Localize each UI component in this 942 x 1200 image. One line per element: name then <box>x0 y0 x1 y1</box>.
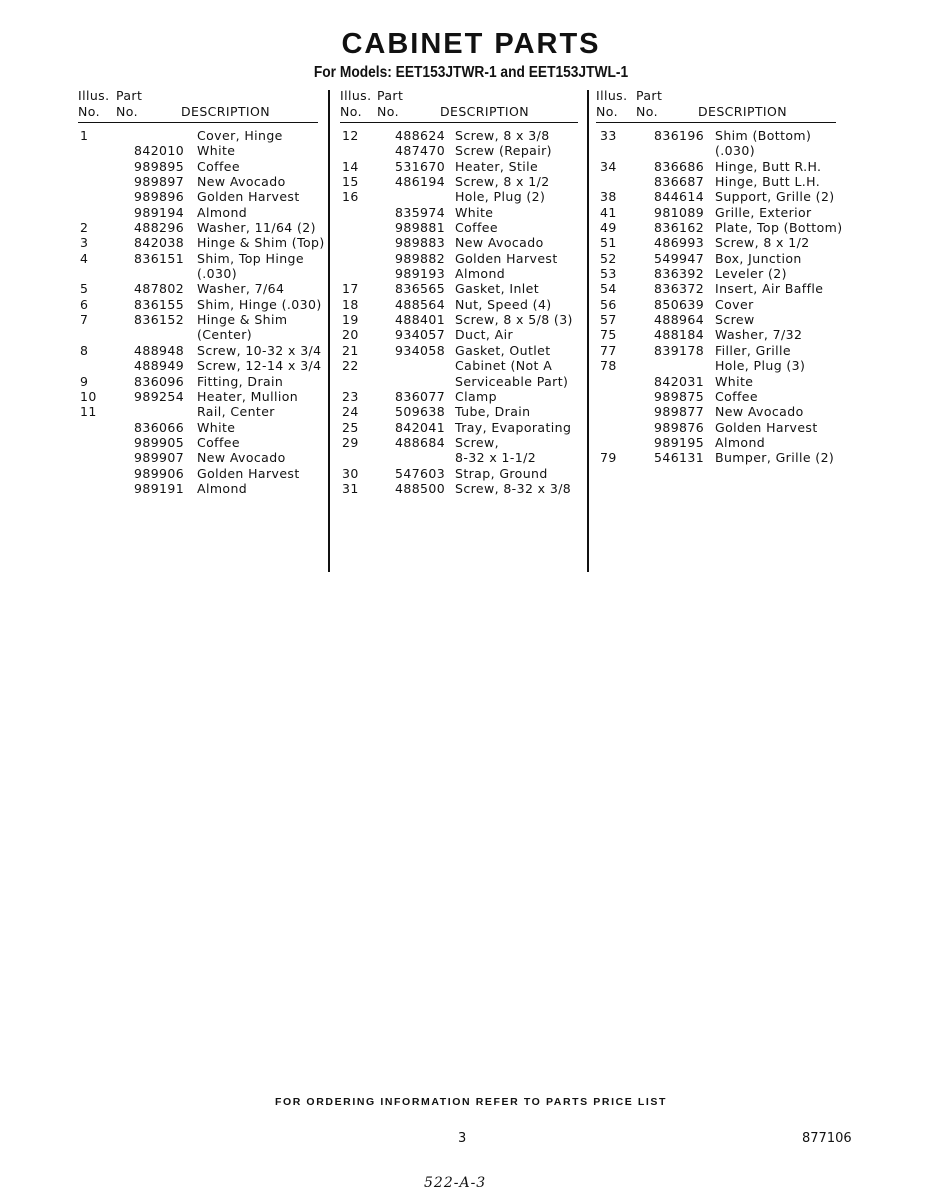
part-description: Fitting, Drain <box>197 373 284 389</box>
part-number: 989895 <box>134 158 185 174</box>
part-number: 989907 <box>134 450 185 466</box>
part-row <box>340 266 578 281</box>
part-description: New Avocado <box>197 174 286 190</box>
parts-column-1 <box>78 88 325 496</box>
part-description: Screw, <box>455 434 499 450</box>
part-row <box>78 466 318 481</box>
part-row <box>340 358 578 373</box>
part-number: 989882 <box>395 250 446 266</box>
part-row <box>78 189 318 204</box>
part-number: 989876 <box>654 419 705 435</box>
illus-number: 41 <box>600 204 617 220</box>
part-row <box>340 374 578 389</box>
part-description: Hinge, Butt R.H. <box>715 158 822 174</box>
part-row <box>596 266 836 281</box>
part-row <box>78 450 318 465</box>
part-description: Screw, 8 x 3/8 <box>455 128 550 143</box>
part-row <box>340 281 578 296</box>
part-number: 531670 <box>395 158 446 174</box>
illus-no-header: No. <box>78 104 100 119</box>
part-description: 8-32 x 1-1/2 <box>455 450 537 466</box>
page-title: CABINET PARTS <box>341 28 601 60</box>
part-number: 989905 <box>134 434 185 450</box>
part-row <box>340 327 578 342</box>
part-row <box>596 312 836 327</box>
page-number: 3 <box>458 1131 467 1146</box>
part-number: 488500 <box>395 480 446 496</box>
part-number: 989883 <box>395 235 446 251</box>
part-number: 989254 <box>134 388 185 404</box>
illus-header-label: Illus. <box>596 88 628 103</box>
illus-number: 2 <box>80 220 89 236</box>
part-number: 488564 <box>395 296 446 312</box>
part-description: Cover, Hinge <box>197 128 283 143</box>
part-number: 844614 <box>654 189 705 205</box>
illus-number: 24 <box>342 404 359 420</box>
part-number: 836687 <box>654 174 705 190</box>
part-description: Cabinet (Not A <box>455 358 553 374</box>
part-row <box>596 404 836 419</box>
illus-no-header: No. <box>340 104 362 119</box>
part-row <box>78 235 325 251</box>
part-number: 836152 <box>134 312 185 328</box>
ordering-info-footer: FOR ORDERING INFORMATION REFER TO PARTS PRICE LIST <box>274 1096 668 1108</box>
part-row <box>596 327 836 342</box>
illus-number: 8 <box>80 342 89 358</box>
part-number: 989193 <box>395 266 446 282</box>
part-row <box>596 235 836 250</box>
part-row <box>340 466 578 481</box>
part-number: 488624 <box>395 128 446 143</box>
part-row <box>340 143 578 158</box>
part-no-header: No. <box>116 104 138 119</box>
part-row <box>596 420 836 435</box>
part-description: Washer, 7/64 <box>197 281 285 297</box>
part-row <box>596 143 836 158</box>
part-number: 546131 <box>654 450 705 466</box>
part-description: (Center) <box>197 327 253 343</box>
part-row <box>596 374 836 389</box>
part-description: Golden Harvest <box>197 189 300 205</box>
part-description: Screw (Repair) <box>455 143 552 159</box>
illus-number: 25 <box>342 419 359 435</box>
part-description: Tube, Drain <box>455 404 531 420</box>
part-description: Screw, 8 x 1/2 <box>455 174 550 190</box>
illus-no-header: No. <box>596 104 618 119</box>
part-row <box>78 159 318 174</box>
illus-number: 23 <box>342 388 359 404</box>
illus-number: 3 <box>80 235 89 251</box>
part-number: 487470 <box>395 143 446 159</box>
part-description: Screw <box>715 312 755 328</box>
part-row <box>78 281 318 296</box>
part-description: Almond <box>197 204 248 220</box>
part-number: 836392 <box>654 266 705 282</box>
part-number: 547603 <box>395 465 446 481</box>
part-row <box>340 481 578 496</box>
part-row <box>78 296 322 312</box>
illus-number: 7 <box>80 312 89 328</box>
part-row <box>596 450 836 465</box>
part-description: White <box>197 419 236 435</box>
part-number: 989875 <box>654 388 705 404</box>
part-row <box>340 312 578 327</box>
illus-number: 18 <box>342 296 359 312</box>
part-header-label: Part <box>636 88 663 103</box>
part-row <box>340 235 578 250</box>
part-row <box>596 220 843 236</box>
part-row <box>78 128 318 143</box>
parts-column-2 <box>340 88 578 496</box>
part-description: Almond <box>715 434 766 450</box>
illus-number: 16 <box>342 189 359 205</box>
part-row <box>78 266 318 281</box>
part-row <box>340 297 578 312</box>
handwritten-note: 522-A-3 <box>424 1175 487 1191</box>
part-number: 836162 <box>654 220 705 236</box>
part-description: Leveler (2) <box>715 266 787 282</box>
description-header: DESCRIPTION <box>181 104 271 119</box>
part-row <box>596 343 836 358</box>
part-row <box>340 404 578 419</box>
part-description: Box, Junction <box>715 250 802 266</box>
part-number: 835974 <box>395 204 446 220</box>
part-number: 488184 <box>654 327 705 343</box>
part-description: Heater, Mullion <box>197 388 299 404</box>
part-row <box>78 389 318 404</box>
part-number: 842041 <box>395 419 446 435</box>
part-description: Washer, 7/32 <box>715 327 803 343</box>
part-row <box>340 420 578 435</box>
part-row <box>340 159 578 174</box>
part-description: Coffee <box>715 388 758 404</box>
illus-number: 75 <box>600 327 617 343</box>
part-row <box>596 281 836 296</box>
part-description: Heater, Stile <box>455 158 539 174</box>
illus-number: 15 <box>342 174 359 190</box>
part-number: 989194 <box>134 204 185 220</box>
part-number: 836155 <box>134 296 185 312</box>
part-description: Strap, Ground <box>455 465 548 481</box>
part-number: 989191 <box>134 480 185 496</box>
part-number: 836565 <box>395 281 446 297</box>
models-subtitle: For Models: EET153JTWR-1 and EET153JTWL-1 <box>313 64 629 81</box>
part-description: New Avocado <box>197 450 286 466</box>
part-number: 836151 <box>134 250 185 266</box>
illus-number: 4 <box>80 250 89 266</box>
part-row <box>340 189 578 204</box>
part-number: 836077 <box>395 388 446 404</box>
part-description: Coffee <box>197 434 240 450</box>
part-number: 488949 <box>134 358 185 374</box>
illus-number: 38 <box>600 189 617 205</box>
part-row <box>596 205 836 220</box>
part-row <box>340 251 578 266</box>
part-description: Screw, 8-32 x 3/8 <box>455 480 572 496</box>
part-row <box>78 404 318 419</box>
illus-number: 9 <box>80 373 89 389</box>
part-row <box>78 374 318 389</box>
part-number: 842031 <box>654 373 705 389</box>
part-no-header: No. <box>636 104 658 119</box>
column-divider <box>328 90 330 572</box>
part-description: Coffee <box>455 220 498 236</box>
part-number: 836096 <box>134 373 185 389</box>
part-number: 850639 <box>654 296 705 312</box>
part-description: Hole, Plug (2) <box>455 189 546 205</box>
part-number: 488964 <box>654 312 705 328</box>
parts-rows <box>340 123 578 496</box>
part-description: Almond <box>455 266 506 282</box>
part-description: Hinge & Shim (Top) <box>197 235 325 251</box>
illus-number: 57 <box>600 312 617 328</box>
part-number: 486194 <box>395 174 446 190</box>
part-row <box>596 159 836 174</box>
part-number: 989877 <box>654 404 705 420</box>
parts-rows <box>78 123 325 496</box>
part-number: 981089 <box>654 204 705 220</box>
illus-number: 12 <box>342 128 359 143</box>
illus-header-label: Illus. <box>340 88 372 103</box>
part-number: 934057 <box>395 327 446 343</box>
part-description: Washer, 11/64 (2) <box>197 220 316 236</box>
part-row <box>78 435 318 450</box>
illus-number: 54 <box>600 281 617 297</box>
part-description: Plate, Top (Bottom) <box>715 220 843 236</box>
part-header-label: Part <box>377 88 404 103</box>
illus-number: 17 <box>342 281 359 297</box>
part-row <box>78 251 318 266</box>
part-description: Shim, Hinge (.030) <box>197 296 322 312</box>
part-description: Nut, Speed (4) <box>455 296 552 312</box>
part-description: Gasket, Inlet <box>455 281 540 297</box>
part-row <box>340 450 578 465</box>
part-description: New Avocado <box>715 404 804 420</box>
illus-number: 11 <box>80 404 97 420</box>
part-row <box>78 312 318 327</box>
part-row <box>78 342 322 358</box>
illus-number: 1 <box>80 128 89 143</box>
part-description: Golden Harvest <box>455 250 558 266</box>
part-row <box>340 435 578 450</box>
part-row <box>340 128 578 143</box>
illus-number: 51 <box>600 235 617 251</box>
illus-number: 22 <box>342 358 359 374</box>
part-row <box>596 189 836 204</box>
parts-rows <box>596 123 843 466</box>
part-row <box>78 174 318 189</box>
part-row <box>596 389 836 404</box>
part-row <box>340 174 578 189</box>
illus-number: 20 <box>342 327 359 343</box>
part-description: Hole, Plug (3) <box>715 358 806 374</box>
part-description: Tray, Evaporating <box>455 419 572 435</box>
illus-number: 29 <box>342 434 359 450</box>
illus-header-label: Illus. <box>78 88 110 103</box>
part-row <box>340 220 578 235</box>
part-description: White <box>455 204 494 220</box>
part-row <box>340 343 578 358</box>
part-description: Screw, 8 x 1/2 <box>715 235 810 251</box>
description-header: DESCRIPTION <box>440 104 530 119</box>
illus-number: 56 <box>600 296 617 312</box>
part-number: 488401 <box>395 312 446 328</box>
illus-number: 78 <box>600 358 617 374</box>
part-row <box>340 205 578 220</box>
part-row <box>78 327 318 342</box>
part-description: New Avocado <box>455 235 544 251</box>
part-number: 487802 <box>134 281 185 297</box>
part-description: White <box>197 143 236 159</box>
part-number: 989195 <box>654 434 705 450</box>
part-no-header: No. <box>377 104 399 119</box>
part-description: Screw, 10-32 x 3/4 <box>197 342 322 358</box>
illus-number: 33 <box>600 128 617 143</box>
part-row <box>78 220 318 235</box>
part-row <box>596 251 836 266</box>
part-description: Coffee <box>197 158 240 174</box>
part-number: 488296 <box>134 220 185 236</box>
illus-number: 79 <box>600 450 617 466</box>
part-description: Filler, Grille <box>715 342 792 358</box>
part-row <box>596 435 836 450</box>
illus-number: 19 <box>342 312 359 328</box>
part-row <box>78 358 322 374</box>
illus-number: 31 <box>342 480 359 496</box>
part-number: 488684 <box>395 434 446 450</box>
part-description: Gasket, Outlet <box>455 342 551 358</box>
part-description: Golden Harvest <box>715 419 818 435</box>
part-description: Hinge, Butt L.H. <box>715 174 821 190</box>
illus-number: 49 <box>600 220 617 236</box>
part-row <box>596 358 836 373</box>
part-description: (.030) <box>715 143 755 159</box>
part-number: 509638 <box>395 404 446 420</box>
part-number: 488948 <box>134 342 185 358</box>
illus-number: 21 <box>342 342 359 358</box>
part-number: 836686 <box>654 158 705 174</box>
illus-number: 34 <box>600 158 617 174</box>
part-description: Duct, Air <box>455 327 514 343</box>
part-description: Serviceable Part) <box>455 373 569 389</box>
part-number: 836196 <box>654 128 705 143</box>
illus-number: 77 <box>600 342 617 358</box>
part-number: 842038 <box>134 235 185 251</box>
document-number: 877106 <box>802 1131 852 1146</box>
part-number: 836372 <box>654 281 705 297</box>
part-description: Bumper, Grille (2) <box>715 450 835 466</box>
part-description: Screw, 8 x 5/8 (3) <box>455 312 573 328</box>
part-number: 989881 <box>395 220 446 236</box>
part-row <box>78 143 318 158</box>
part-description: Shim, Top Hinge <box>197 250 304 266</box>
part-description: Hinge & Shim <box>197 312 288 328</box>
part-header-label: Part <box>116 88 143 103</box>
part-description: White <box>715 373 754 389</box>
illus-number: 6 <box>80 296 89 312</box>
part-description: Cover <box>715 296 754 312</box>
part-description: Almond <box>197 480 248 496</box>
part-description: (.030) <box>197 266 237 282</box>
illus-number: 53 <box>600 266 617 282</box>
part-row <box>78 420 318 435</box>
part-number: 549947 <box>654 250 705 266</box>
part-description: Support, Grille (2) <box>715 189 835 205</box>
part-description: Grille, Exterior <box>715 204 812 220</box>
description-header: DESCRIPTION <box>698 104 788 119</box>
part-row <box>596 297 836 312</box>
part-description: Clamp <box>455 388 497 404</box>
part-number: 989896 <box>134 189 185 205</box>
part-row <box>340 389 578 404</box>
part-number: 989906 <box>134 465 185 481</box>
illus-number: 30 <box>342 465 359 481</box>
part-description: Insert, Air Baffle <box>715 281 824 297</box>
parts-column-3 <box>596 88 843 466</box>
part-description: Rail, Center <box>197 404 275 420</box>
illus-number: 10 <box>80 388 97 404</box>
part-number: 842010 <box>134 143 185 159</box>
part-row <box>596 128 836 143</box>
part-row <box>78 205 318 220</box>
part-number: 934058 <box>395 342 446 358</box>
part-row <box>78 481 318 496</box>
part-number: 839178 <box>654 342 705 358</box>
illus-number: 52 <box>600 250 617 266</box>
illus-number: 5 <box>80 281 89 297</box>
part-number: 486993 <box>654 235 705 251</box>
illus-number: 14 <box>342 158 359 174</box>
column-divider <box>587 90 589 572</box>
part-description: Screw, 12-14 x 3/4 <box>197 358 322 374</box>
part-row <box>596 174 836 189</box>
part-description: Shim (Bottom) <box>715 128 812 143</box>
part-number: 836066 <box>134 419 185 435</box>
part-description: Golden Harvest <box>197 465 300 481</box>
part-number: 989897 <box>134 174 185 190</box>
